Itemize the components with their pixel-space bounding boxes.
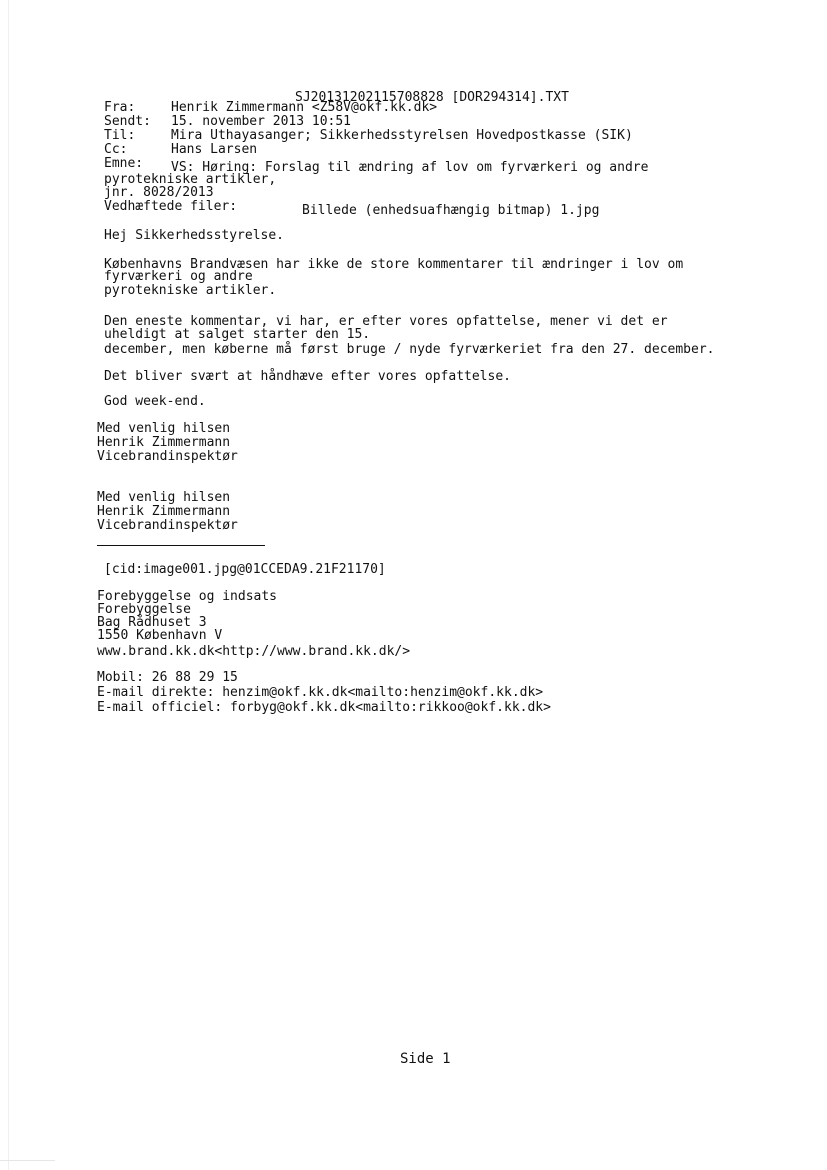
from-value: Henrik Zimmermann <Z58V@okf.kk.dk>: [171, 100, 438, 115]
sent-label: Sendt:: [104, 114, 151, 129]
signature-1-regards: Med venlig hilsen: [97, 421, 231, 436]
contact-email-direct: E-mail direkte: henzim@okf.kk.dk<mailto:henzim@okf.kk.dk>: [97, 685, 544, 700]
signature-1-name: Henrik Zimmermann: [97, 435, 231, 450]
cc-value: Hans Larsen: [171, 142, 258, 157]
to-label: Til:: [104, 128, 136, 143]
subject-value-line3: jnr. 8028/2013: [104, 185, 214, 200]
subject-value-line2: pyrotekniske artikler,: [104, 172, 277, 187]
paragraph-1-line-2: fyrværkeri og andre: [104, 269, 253, 284]
contact-website: www.brand.kk.dk<http://www.brand.kk.dk/>: [97, 644, 411, 659]
page-number: Side 1: [400, 1051, 451, 1067]
contact-mobile: Mobil: 26 88 29 15: [97, 670, 238, 685]
signature-2-regards: Med venlig hilsen: [97, 490, 231, 505]
sent-value: 15. november 2013 10:51: [171, 114, 352, 129]
contact-section: Forebyggelse: [97, 602, 191, 617]
subject-label: Emne:: [104, 156, 144, 171]
cc-label: Cc:: [104, 142, 128, 157]
paragraph-1-line-1: Københavns Brandvæsen har ikke de store kommentarer til ændringer i lov om: [104, 257, 684, 272]
from-label: Fra:: [104, 100, 136, 115]
paragraph-3: Det bliver svært at håndhæve efter vores opfattelse.: [104, 369, 511, 384]
image-reference: [cid:image001.jpg@01CCEDA9.21F21170]: [104, 562, 386, 577]
footer-mark: [0, 1160, 55, 1161]
contact-city: 1550 København V: [97, 628, 223, 643]
closing: God week-end.: [104, 394, 206, 409]
paragraph-2-line-3: december, men køberne må først bruge / nyde fyrværkeriet fra den 27. december.: [104, 342, 715, 357]
signature-1-title: Vicebrandinspektør: [97, 449, 238, 464]
subject-value-line1: VS: Høring: Forslag til ændring af lov om fyrværkeri og andre: [171, 160, 649, 175]
signature-divider: [97, 545, 265, 546]
contact-department: Forebyggelse og indsats: [97, 589, 278, 604]
attachments-label: Vedhæftede filer:: [104, 199, 238, 214]
paragraph-2-line-2: uheldigt at salget starter den 15.: [104, 327, 371, 342]
paragraph-2-line-1: Den eneste kommentar, vi har, er efter vores opfattelse, mener vi det er: [104, 314, 668, 329]
attachments-value: Billede (enhedsuafhængig bitmap) 1.jpg: [302, 203, 600, 218]
to-value: Mira Uthayasanger; Sikkerhedsstyrelsen Hovedpostkasse (SIK): [171, 128, 633, 143]
page-edge-shadow: [8, 0, 9, 1170]
paragraph-1-line-3: pyrotekniske artikler.: [104, 283, 277, 298]
contact-email-official: E-mail officiel: forbyg@okf.kk.dk<mailto:rikkoo@okf.kk.dk>: [97, 700, 551, 715]
document-filename-text: SJ20131202115708828 [DOR294314].TXT: [295, 90, 569, 105]
greeting: Hej Sikkerhedsstyrelse.: [104, 228, 285, 243]
signature-2-title: Vicebrandinspektør: [97, 518, 238, 533]
contact-street: Bag Rådhuset 3: [97, 615, 207, 630]
signature-2-name: Henrik Zimmermann: [97, 504, 231, 519]
